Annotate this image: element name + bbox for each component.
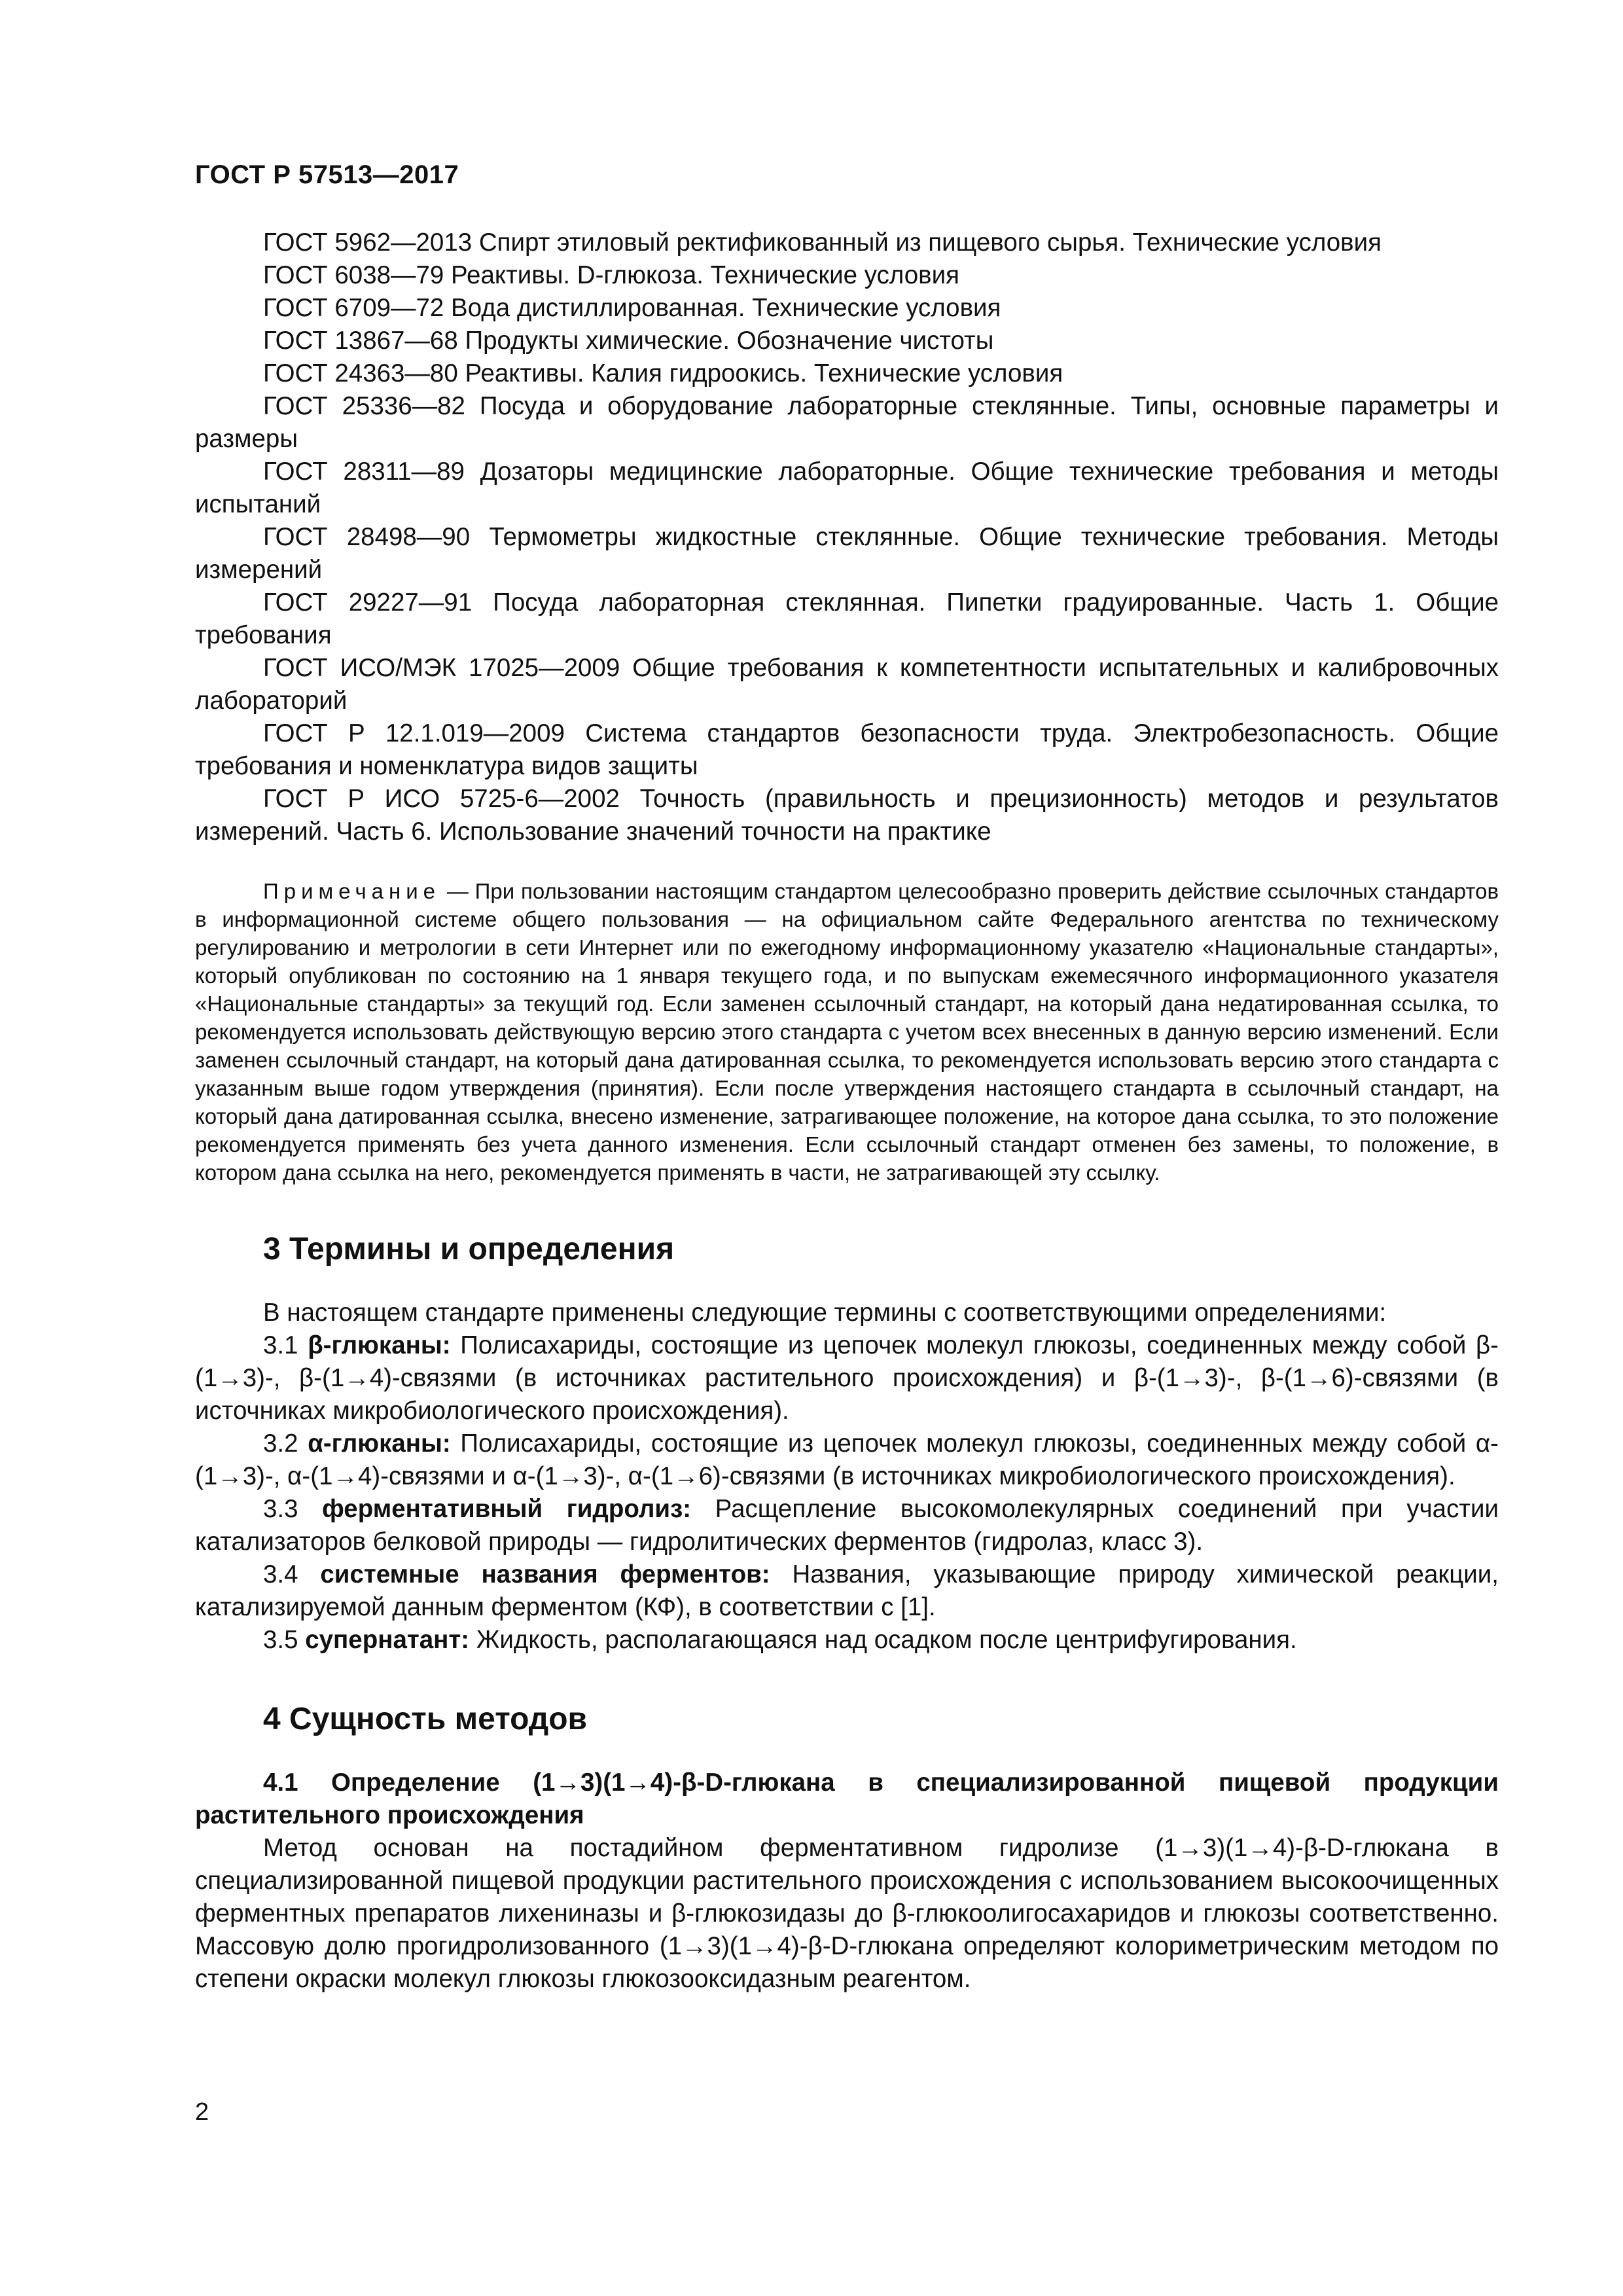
- reference-item: [195, 652, 1499, 717]
- reference-code: ГОСТ 25336—82: [263, 392, 465, 420]
- term-definition: [195, 1558, 1499, 1624]
- reference-title: Общие требования к компетентности испытательных и калибровочных лабораторий: [195, 654, 1499, 715]
- subsection-4-1-text: Метод основан на постадийном ферментативном гидролизе (1→3)(1→4)-β-D-глюкана в специализированной пищевой продукции растительного происхождения с использованием высокоочищенных ферментных препаратов лихениназы и β-глюкозидазы до β-глюкоолигосахаридов и глюкозы соответственно. Массовую долю прогидролизованного (1→3)(1→4)-β-D-глюкана определяют колориметрическим методом по степени окраски молекул глюкозы глюкозооксидазным реагентом.: [195, 1834, 1499, 1993]
- reference-title: Термометры жидкостные стеклянные. Общие технические требования. Методы измерений: [195, 523, 1499, 584]
- term-text: Полисахариды, состоящие из цепочек молекул глюкозы, соединенных между собой β-(1→3)-, β-(1→4)-связями (в источниках растительного происхождения) и β-(1→3)-, β-(1→6)-связями (в источниках микробиологического происхождения).: [195, 1331, 1499, 1425]
- term-text: Названия, указывающие природу химической реакции, катализируемой данным ферментом (КФ), в соответствии с [1].: [195, 1560, 1499, 1621]
- reference-item: [195, 259, 1499, 292]
- reference-code: ГОСТ 6038—79: [263, 261, 444, 289]
- term-text: Жидкость, располагающаяся над осадком после центрифугирования.: [476, 1626, 1297, 1654]
- term-definition: [195, 1329, 1499, 1427]
- reference-code: ГОСТ 29227—91: [263, 588, 473, 617]
- term-name: супернатант:: [305, 1626, 470, 1654]
- reference-code: ГОСТ Р ИСО 5725-6—2002: [263, 785, 620, 813]
- reference-item: [195, 783, 1499, 848]
- reference-code: ГОСТ 6709—72: [263, 294, 444, 322]
- page-header: ГОСТ Р 57513—2017: [195, 160, 459, 189]
- page-number: 2: [195, 2098, 209, 2126]
- reference-code: ГОСТ 24363—80: [263, 359, 458, 387]
- reference-title: Система стандартов безопасности труда. Электробезопасность. Общие требования и номенклатура видов защиты: [195, 719, 1499, 780]
- term-number: 3.1: [263, 1331, 298, 1359]
- section-3-heading: 3 Термины и определения: [263, 1232, 675, 1266]
- term-name: ферментативный гидролиз:: [322, 1495, 692, 1523]
- reference-title: Реактивы. D-глюкоза. Технические условия: [451, 261, 959, 289]
- reference-title: Посуда и оборудование лабораторные стеклянные. Типы, основные параметры и размеры: [195, 392, 1499, 453]
- section-4-heading: 4 Сущность методов: [263, 1702, 588, 1736]
- reference-title: Спирт этиловый ректификованный из пищевого сырья. Технические условия: [478, 228, 1382, 257]
- reference-item: [195, 586, 1499, 652]
- page-content: [195, 226, 1499, 1996]
- reference-code: ГОСТ 28311—89: [263, 457, 465, 486]
- reference-title: Продукты химические. Обозначение чистоты: [465, 327, 994, 355]
- note-text: При пользовании настоящим стандартом целесообразно проверить действие ссылочных стандартов в информационной системе общего пользования — на официальном сайте Федерального агентства по техническому регулированию и метрологии в сети Интернет или по ежегодному информационному указателю «Национальные стандарты», который опубликован по состоянию на 1 января текущего года, и по выпускам ежемесячного информационного указателя «Национальные стандарты» за текущий год. Если заменен ссылочный стандарт, на который дана недатированная ссылка, то рекомендуется использовать действующую версию этого стандарта с учетом всех внесенных в данную версию изменений. Если заменен ссылочный стандарт, на который дана датированная ссылка, то рекомендуется использовать версию этого стандарта с указанным выше годом утверждения (принятия). Если после утверждения настоящего стандарта в ссылочный стандарт, на который дана датированная ссылка, внесено изменение, затрагивающее положение, на которое дана ссылка, то это положение рекомендуется применять без учета данного изменения. Если ссылочный стандарт отменен без замены, то положение, в котором дана ссылка на него, рекомендуется применять в части, не затрагивающей эту ссылку.: [195, 879, 1499, 1185]
- term-definition: [195, 1624, 1499, 1657]
- reference-title: Дозаторы медицинские лабораторные. Общие технические требования и методы испытаний: [195, 457, 1499, 518]
- term-name: α-глюканы:: [308, 1429, 451, 1458]
- reference-item: [195, 390, 1499, 456]
- term-text: Полисахариды, состоящие из цепочек молекул глюкозы, соединенных между собой α-(1→3)-, α-(1→4)-связями и α-(1→3)-, α-(1→6)-связями (в источниках микробиологического происхождения).: [195, 1429, 1499, 1490]
- normative-references-list: [195, 226, 1499, 848]
- note-paragraph: [195, 877, 1499, 1187]
- term-definition: [195, 1427, 1499, 1493]
- subsection-4-1-heading: 4.1 Определение (1→3)(1→4)-β-D-глюкана в специализированной пищевой продукции растительного происхождения: [195, 1768, 1499, 1829]
- reference-item: [195, 325, 1499, 357]
- term-number: 3.4: [263, 1560, 298, 1588]
- reference-title: Вода дистиллированная. Технические условия: [451, 294, 1001, 322]
- reference-title: Точность (правильность и прецизионность) методов и результатов измерений. Часть 6. Использование значений точности на практике: [195, 785, 1499, 846]
- reference-code: ГОСТ 28498—90: [263, 523, 471, 551]
- reference-item: [195, 521, 1499, 586]
- reference-title: Реактивы. Калия гидроокись. Технические условия: [465, 359, 1063, 387]
- term-number: 3.5: [263, 1626, 298, 1654]
- reference-code: ГОСТ 13867—68: [263, 327, 458, 355]
- term-name: β-глюканы:: [308, 1331, 451, 1359]
- term-number: 3.3: [263, 1495, 298, 1523]
- reference-code: ГОСТ 5962—2013: [263, 228, 473, 257]
- reference-code: ГОСТ Р 12.1.019—2009: [263, 719, 565, 747]
- reference-item: [195, 456, 1499, 521]
- reference-item: [195, 357, 1499, 390]
- reference-item: [195, 292, 1499, 325]
- term-definition: [195, 1493, 1499, 1558]
- reference-item: [195, 226, 1499, 259]
- note-dash: —: [440, 879, 475, 903]
- section-3-intro: В настоящем стандарте применены следующие термины с соответствующими определениями:: [263, 1299, 1387, 1327]
- term-name: системные названия ферментов:: [320, 1560, 770, 1588]
- term-text: Расщепление высокомолекулярных соединений при участии катализаторов белковой природы — гидролитических ферментов (гидролаз, класс 3).: [195, 1495, 1499, 1556]
- reference-code: ГОСТ ИСО/МЭК 17025—2009: [263, 654, 620, 682]
- term-number: 3.2: [263, 1429, 298, 1458]
- reference-item: [195, 717, 1499, 783]
- reference-title: Посуда лабораторная стеклянная. Пипетки градуированные. Часть 1. Общие требования: [195, 588, 1499, 649]
- terms-list: [195, 1329, 1499, 1657]
- note-label: Примечание: [263, 879, 441, 903]
